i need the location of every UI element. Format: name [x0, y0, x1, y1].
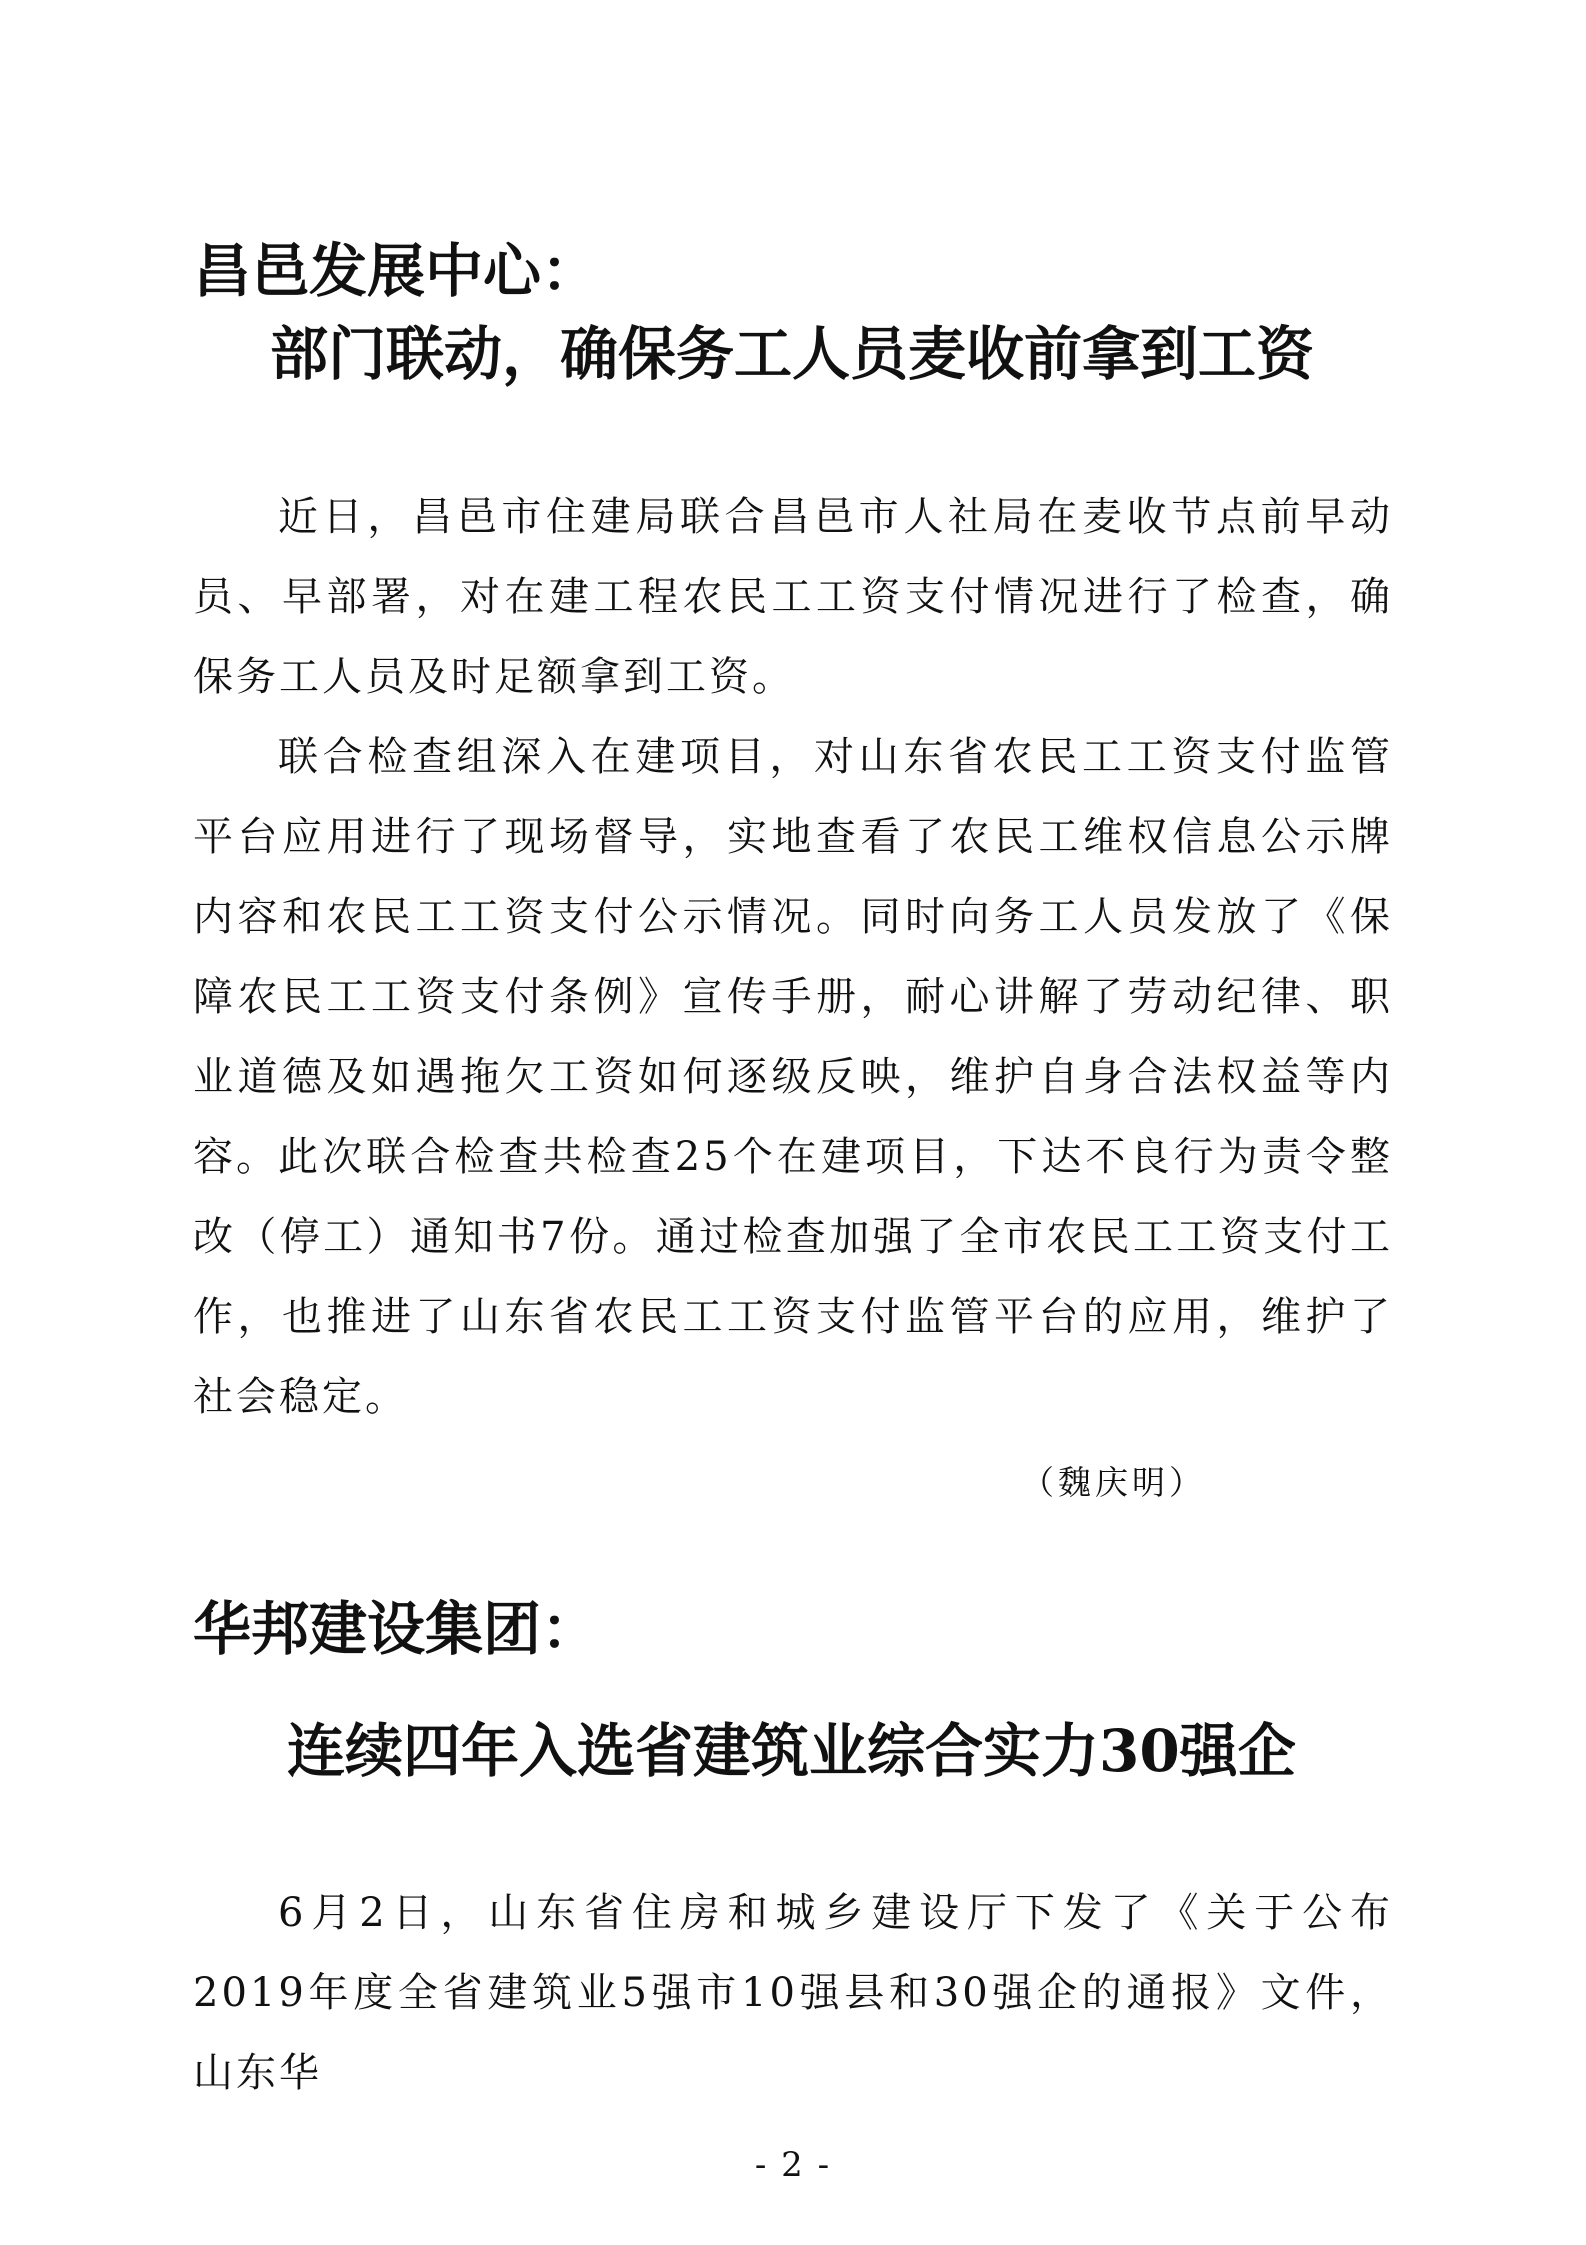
article-1-byline: （魏庆明） [1021, 1463, 1206, 1502]
article-2-headline: 连续四年入选省建筑业综合实力30强企 [287, 1717, 1296, 1785]
article-1-paragraph-3: 此次联合检查共检查25个在建项目，下达不良行为责令整改（停工）通知书7份。通过检查加强了全市农民工工资支付工作，也推进了山东省农民工工资支付监管平台的应用，维护了社会稳定。 [193, 1134, 1393, 1420]
article-1-paragraph-1: 近日，昌邑市住建局联合昌邑市人社局在麦收节点前早动员、早部署，对在建工程农民工工资支付情况进行了检查，确保务工人员及时足额拿到工资。 [193, 494, 1393, 700]
article-1-section-label: 昌邑发展中心： [193, 237, 600, 305]
article-2-section-label: 华邦建设集团： [193, 1595, 600, 1663]
article-1-headline: 部门联动，确保务工人员麦收前拿到工资 [270, 320, 1315, 388]
page-number: - 2 - [754, 2145, 832, 2185]
article-2-paragraph-1: 6月2日，山东省住房和城乡建设厅下发了《关于公布2019年度全省建筑业5强市10强县和30强企的通报》文件，山东华 [193, 1890, 1393, 2096]
article-1-paragraph-2: 联合检查组深入在建项目，对山东省农民工工资支付监管平台应用进行了现场督导，实地查看了农民工维权信息公示牌内容和农民工工资支付公示情况。同时向务工人员发放了《保障农民工工资支付条例》宣传手册，耐心讲解了劳动纪律、职业道德及如遇拖欠工资如何逐级反映，维护自身合法权益等内容。 [193, 734, 1393, 1180]
